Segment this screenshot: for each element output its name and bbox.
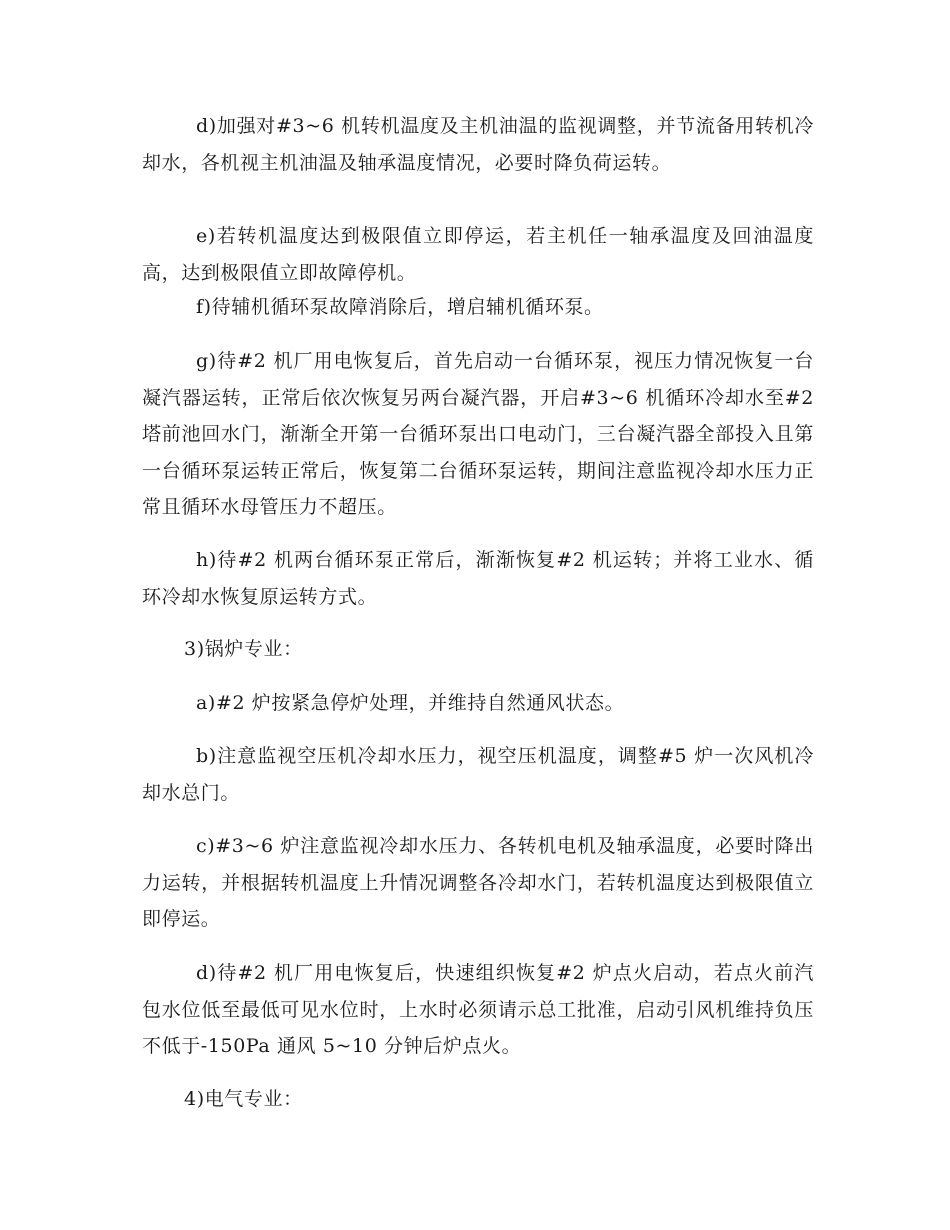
section-heading-boiler: 3)锅炉专业： bbox=[184, 638, 303, 660]
paragraph-c-boiler-monitoring: c)#3~6 炉注意监视冷却水压力、各转机电机及轴承温度，必要时降出力运转，并根据转机温度上升情况调整各冷却水门，若转机温度达到极限值立即停运。 bbox=[142, 835, 814, 930]
paragraph-h-unit-restore: h)待#2 机两台循环泵正常后，渐渐恢复#2 机运转；并将工业水、循环冷却水恢复原运转方式。 bbox=[142, 549, 814, 608]
paragraph-d-ignition-restore: d)待#2 机厂用电恢复后，快速组织恢复#2 炉点火启动，若点火前汽包水位低至最低可见水位时，上水时必须请示总工批准，启动引风机维持负压不低于-150Pa 通风 5~10 分钟后炉点火。 bbox=[142, 962, 814, 1057]
paragraph-f-aux-pump: f)待辅机循环泵故障消除后，增启辅机循环泵。 bbox=[196, 296, 604, 318]
paragraph-e-limit-shutdown: e)若转机温度达到极限值立即停运，若主机任一轴承温度及回油温度高，达到极限值立即故障停机。 bbox=[142, 225, 814, 284]
paragraph-b-air-compressor: b)注意监视空压机冷却水压力，视空压机温度，调整#5 炉一次风机冷却水总门。 bbox=[142, 745, 814, 804]
paragraph-a-emergency-stop: a)#2 炉按紧急停炉处理，并维持自然通风状态。 bbox=[196, 692, 625, 714]
paragraph-d-turbine-temperature: d)加强对#3~6 机转机温度及主机油温的监视调整，并节流备用转机冷却水，各机视主机油温及轴承温度情况，必要时降负荷运转。 bbox=[142, 115, 814, 174]
section-heading-electrical: 4)电气专业： bbox=[184, 1088, 303, 1110]
paragraph-g-power-restore: g)待#2 机厂用电恢复后，首先启动一台循环泵，视压力情况恢复一台凝汽器运转，正常后依次恢复另两台凝汽器，开启#3~6 机循环冷却水至#2 塔前池回水门，渐渐全开第一台循环泵出口电动门，三台凝汽器全部投入且第一台循环泵运转正常后，恢复第二台循环泵运转，期间注意监视冷却水压力正常且循环水母管压力不超压。 bbox=[142, 350, 814, 518]
